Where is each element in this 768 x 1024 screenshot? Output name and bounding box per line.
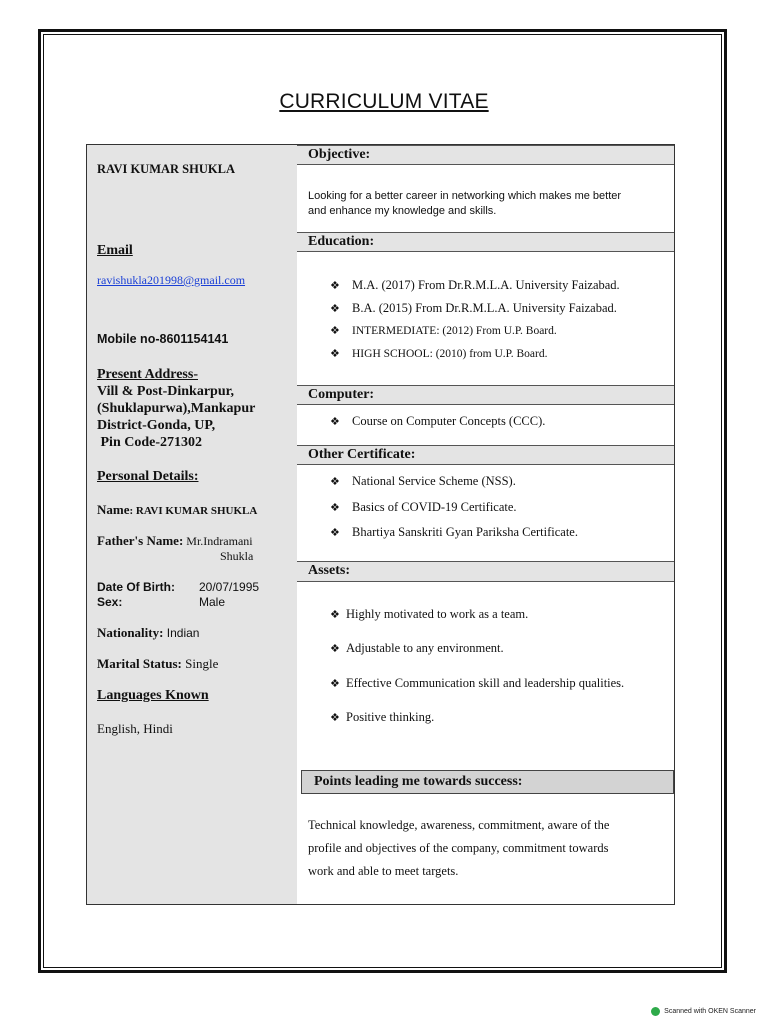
bullet-icon: ❖ <box>330 609 340 621</box>
list-item: ❖ Bhartiya Sanskriti Gyan Pariksha Certificate. <box>330 525 578 539</box>
bullet-icon: ❖ <box>330 348 340 360</box>
name-row <box>97 502 257 518</box>
email-link[interactable]: ravishukla201998@gmail.com <box>97 273 246 287</box>
marital-label: Marital Status: <box>97 656 182 671</box>
name-value: : RAVI KUMAR SHUKLA <box>129 505 258 517</box>
candidate-name: RAVI KUMAR SHUKLA <box>97 162 235 176</box>
dob-label: Date Of Birth: <box>97 580 175 594</box>
bullet-icon: ❖ <box>330 476 340 488</box>
assets-heading: Assets: <box>297 561 674 582</box>
list-item: ❖ M.A. (2017) From Dr.R.M.L.A. University Faizabad. <box>330 278 620 292</box>
address-line: Pin Code-271302 <box>97 435 202 450</box>
objective-text: and enhance my knowledge and skills. <box>308 205 497 217</box>
bullet-icon: ❖ <box>330 712 340 724</box>
sex-value: Male <box>199 595 226 609</box>
bullet-icon: ❖ <box>330 527 340 539</box>
bullet-icon: ❖ <box>330 280 340 292</box>
bullet-icon: ❖ <box>330 325 340 337</box>
address-line: (Shuklapurwa),Mankapur <box>97 401 256 416</box>
father-value-continued: Shukla <box>220 549 254 563</box>
bullet-icon: ❖ <box>330 502 340 514</box>
education-heading: Education: <box>297 232 674 252</box>
nationality-label: Nationality: <box>97 625 164 640</box>
father-row <box>97 533 253 549</box>
languages-heading: Languages Known <box>97 688 209 703</box>
objective-heading: Objective: <box>297 145 674 165</box>
address-line: District-Gonda, UP, <box>97 418 216 433</box>
bullet-icon: ❖ <box>330 416 340 428</box>
dob-value: 20/07/1995 <box>199 580 260 594</box>
list-item: ❖ Effective Communication skill and leadership qualities. <box>330 676 625 690</box>
scanner-text: Scanned with OKEN Scanner <box>664 1008 756 1015</box>
address-heading: Present Address- <box>97 367 198 382</box>
list-item: ❖ Course on Computer Concepts (CCC). <box>330 414 546 428</box>
email-heading: Email <box>97 243 133 258</box>
mobile-number: Mobile no-8601154141 <box>97 332 229 346</box>
list-item: ❖ B.A. (2015) From Dr.R.M.L.A. University Faizabad. <box>330 301 617 315</box>
document-title: CURRICULUM VITAE <box>279 90 489 113</box>
marital-row <box>97 656 218 672</box>
bullet-icon: ❖ <box>330 303 340 315</box>
marital-value: Single <box>181 656 219 671</box>
objective-text: Looking for a better career in networking which makes me better <box>308 190 622 202</box>
list-item: ❖ Basics of COVID-19 Certificate. <box>330 500 517 514</box>
scanner-watermark <box>651 1007 756 1016</box>
left-column <box>87 145 297 904</box>
address-line: Vill & Post-Dinkarpur, <box>97 384 235 399</box>
list-item: ❖ INTERMEDIATE: (2012) From U.P. Board. <box>330 325 557 337</box>
list-item: ❖ HIGH SCHOOL: (2010) from U.P. Board. <box>330 348 548 360</box>
father-label: Father's Name: <box>97 533 184 548</box>
personal-details-heading: Personal Details: <box>97 469 199 484</box>
success-text: Technical knowledge, awareness, commitment, aware of the profile and objectives of the company, commitment towards work and able to meet targets. <box>308 818 610 878</box>
list-item: ❖ Positive thinking. <box>330 710 435 724</box>
list-item: ❖ National Service Scheme (NSS). <box>330 474 516 488</box>
list-item: ❖ Highly motivated to work as a team. <box>330 607 529 621</box>
bullet-icon: ❖ <box>330 643 340 655</box>
name-label: Name <box>97 502 130 517</box>
certificate-heading: Other Certificate: <box>297 445 674 465</box>
sex-label: Sex: <box>97 595 123 609</box>
father-value: Mr.Indramani <box>183 534 253 548</box>
nationality-value: Indian <box>163 626 200 640</box>
computer-heading: Computer: <box>297 385 674 405</box>
bullet-icon: ❖ <box>330 678 340 690</box>
nationality-row <box>97 625 199 641</box>
languages-value: English, Hindi <box>97 721 173 736</box>
success-heading: Points leading me towards success: <box>301 770 674 794</box>
list-item: ❖ Adjustable to any environment. <box>330 641 504 655</box>
scanner-logo-icon <box>651 1007 660 1016</box>
cv-table <box>86 144 675 905</box>
